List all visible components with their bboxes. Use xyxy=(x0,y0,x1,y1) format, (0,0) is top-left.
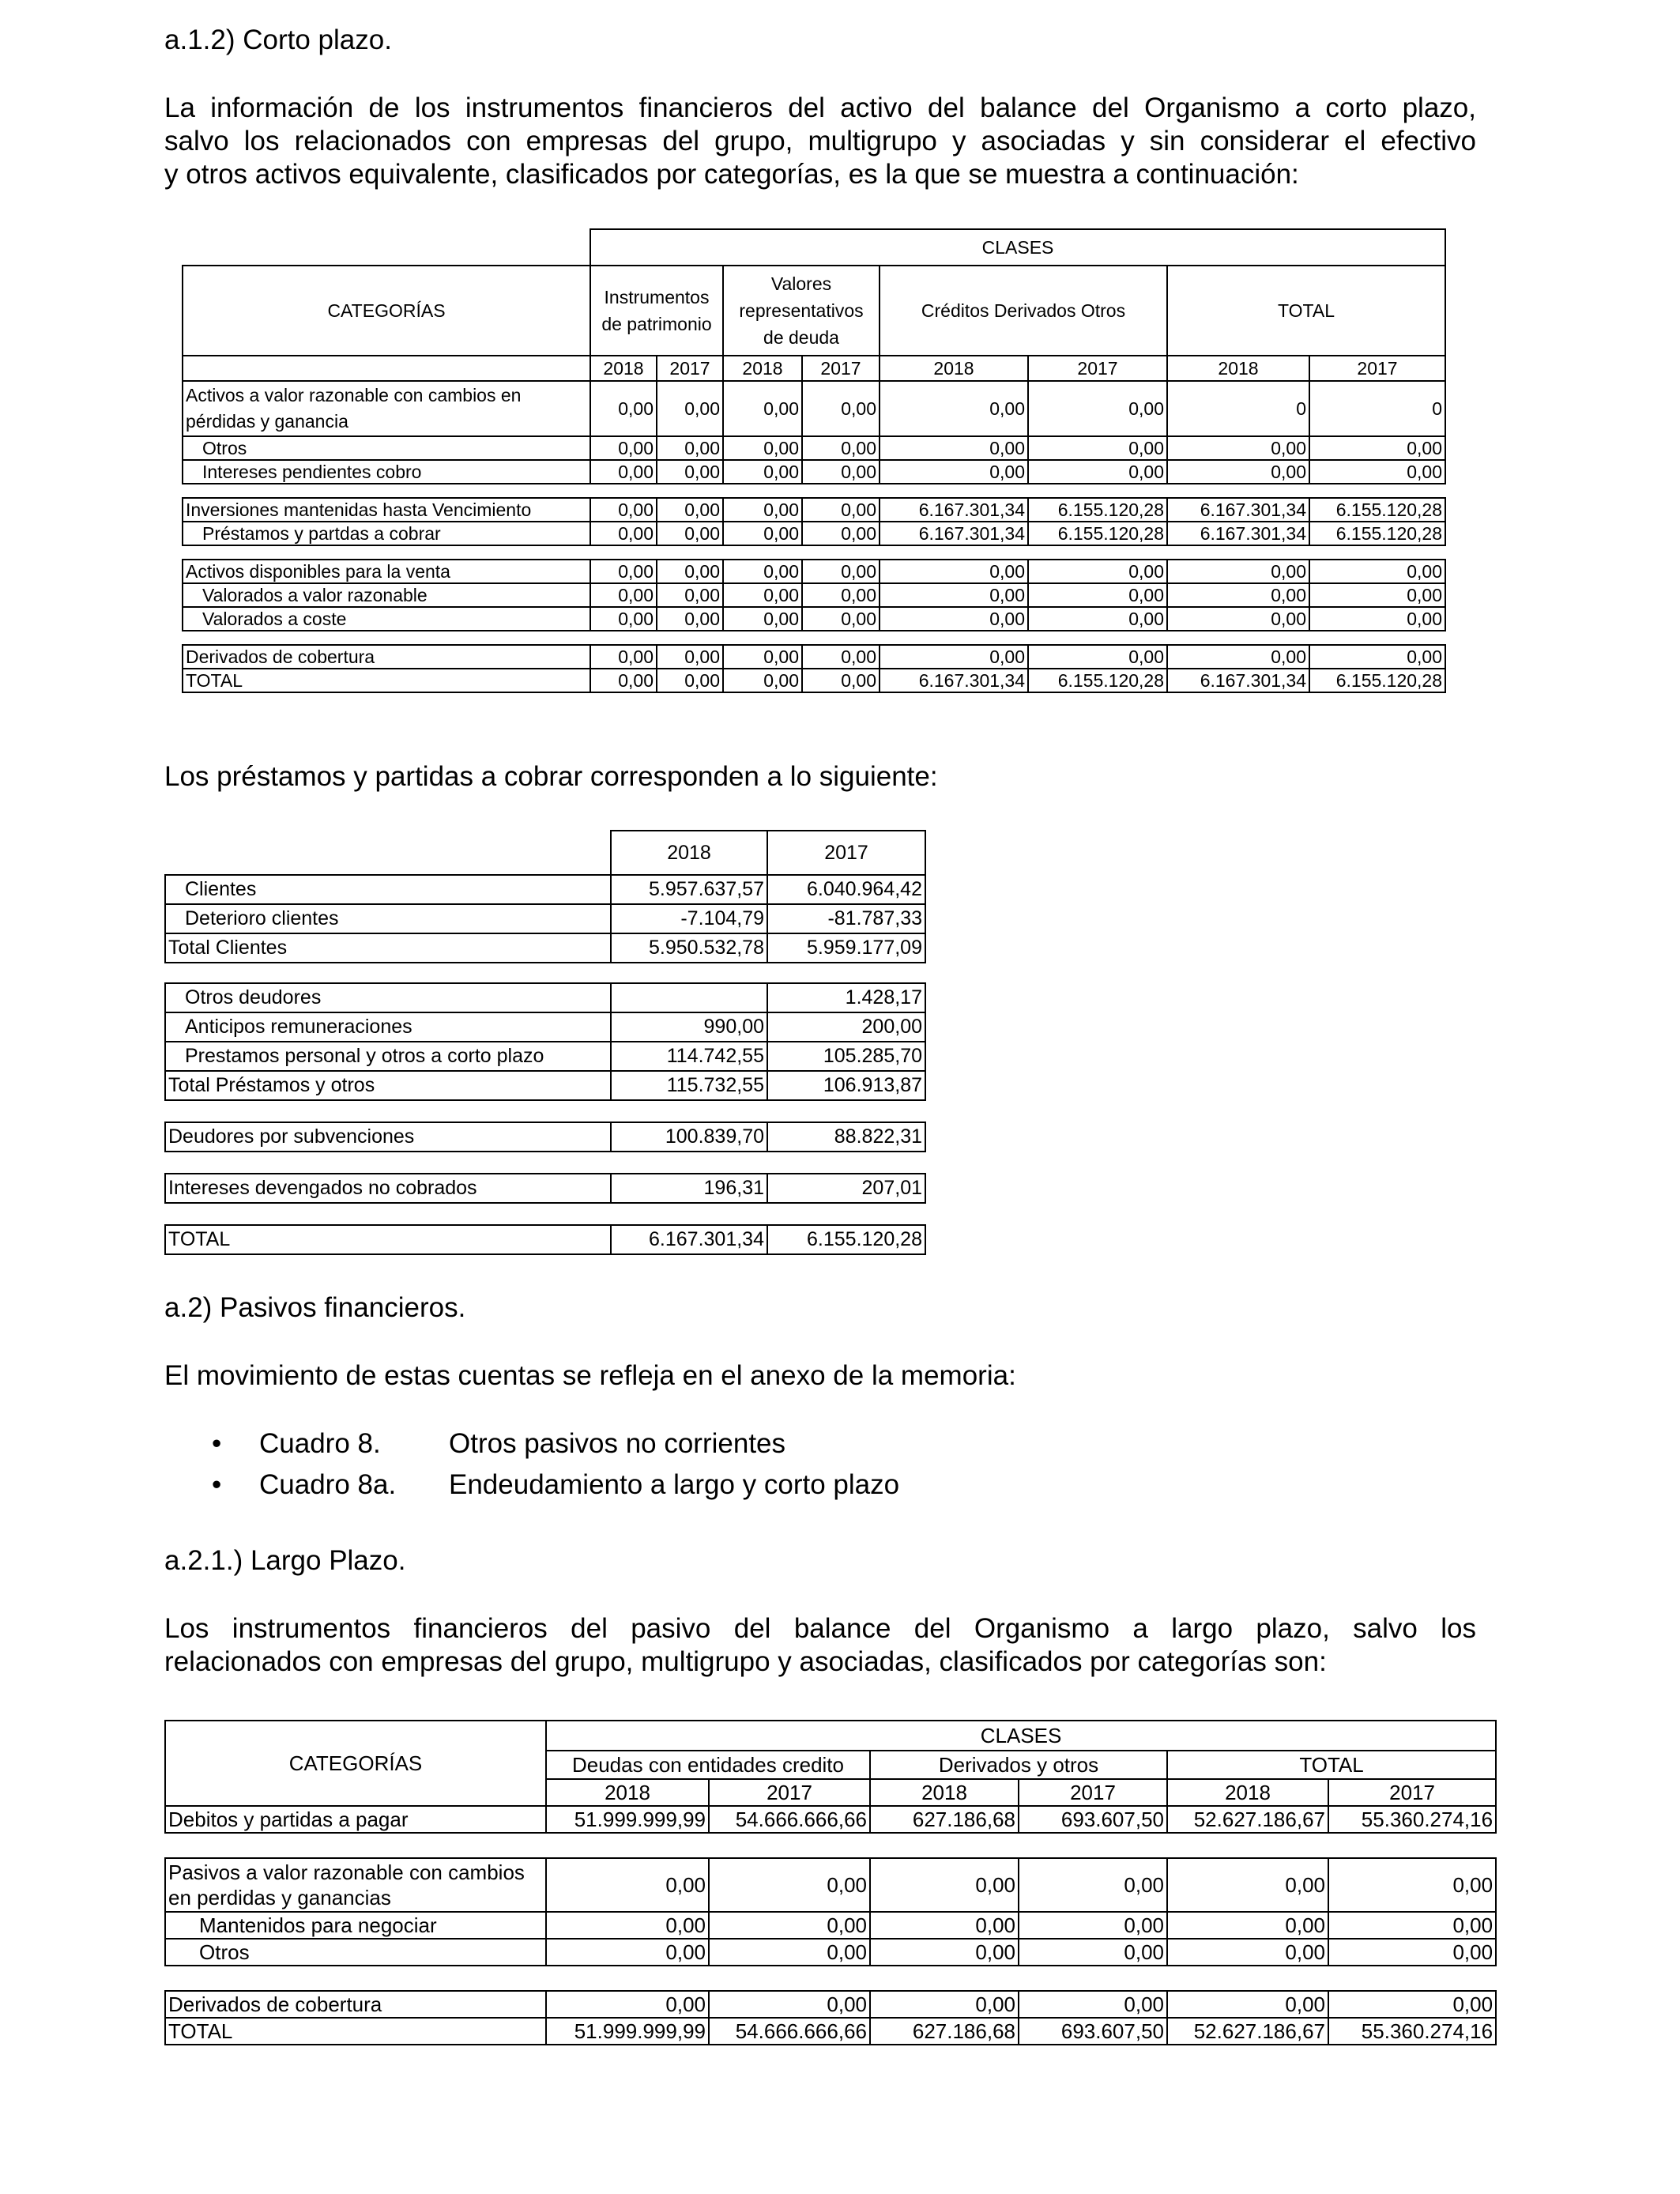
row-label: Activos disponibles para la venta xyxy=(183,560,590,583)
heading-a12: a.1.2) Corto plazo. xyxy=(164,25,392,55)
value-cell: 0,00 xyxy=(590,560,657,583)
table-row xyxy=(165,933,925,963)
value-cell: 100.839,70 xyxy=(611,1122,767,1152)
value-cell: 0,00 xyxy=(1028,607,1167,631)
year-cell: 2018 xyxy=(870,1779,1019,1806)
value-cell: 0,00 xyxy=(709,1858,870,1912)
paragraph-movimiento: El movimiento de estas cuentas se refleja en el anexo de la memoria: xyxy=(164,1360,1016,1391)
value-cell: 114.742,55 xyxy=(611,1042,767,1071)
value-cell: 0,00 xyxy=(802,381,880,436)
row-label: Préstamos y partdas a cobrar xyxy=(183,522,590,545)
value-cell: 0,00 xyxy=(1167,583,1309,607)
value-cell: 0,00 xyxy=(802,583,880,607)
value-cell: 990,00 xyxy=(611,1012,767,1042)
value-cell: 0,00 xyxy=(1028,583,1167,607)
value-cell: 55.360.274,16 xyxy=(1328,2018,1496,2045)
value-cell: 0,00 xyxy=(657,522,723,545)
table-row xyxy=(183,498,1445,522)
value-cell: 0,00 xyxy=(657,436,723,460)
bullet-label: Cuadro 8. xyxy=(259,1428,381,1459)
value-cell: 0,00 xyxy=(709,1912,870,1939)
table-row xyxy=(165,904,925,933)
table-row xyxy=(165,1858,1496,1912)
value-cell: 6.155.120,28 xyxy=(1309,498,1445,522)
value-cell: 0,00 xyxy=(546,1912,709,1939)
value-cell: 6.167.301,34 xyxy=(880,669,1028,692)
bullet-item xyxy=(212,1468,899,1502)
col-header-total: TOTAL xyxy=(1167,266,1445,356)
row-label: Derivados de cobertura xyxy=(165,1991,546,2018)
year-cell: 2018 xyxy=(723,356,802,381)
value-cell: 693.607,50 xyxy=(1019,1806,1167,1833)
row-label: TOTAL xyxy=(165,2018,546,2045)
value-cell: 0,00 xyxy=(1309,607,1445,631)
value-cell: 0,00 xyxy=(590,498,657,522)
bullet-item xyxy=(212,1427,785,1461)
table-row xyxy=(165,1912,1496,1939)
value-cell: 0,00 xyxy=(1019,1991,1167,2018)
year-cell: 2018 xyxy=(1167,356,1309,381)
year-cell: 2018 xyxy=(546,1779,709,1806)
value-cell: 54.666.666,66 xyxy=(709,1806,870,1833)
value-cell: -7.104,79 xyxy=(611,904,767,933)
value-cell: 627.186,68 xyxy=(870,2018,1019,2045)
value-cell: 0,00 xyxy=(723,460,802,484)
table-row xyxy=(165,1174,925,1203)
value-cell: 0,00 xyxy=(870,1912,1019,1939)
row-label: Debitos y partidas a pagar xyxy=(165,1806,546,1833)
col-header-derivados: Derivados y otros xyxy=(870,1751,1167,1779)
value-cell: 693.607,50 xyxy=(1019,2018,1167,2045)
value-cell: 0,00 xyxy=(1019,1912,1167,1939)
value-cell: 0,00 xyxy=(1167,645,1309,669)
value-cell: 0,00 xyxy=(880,645,1028,669)
value-cell: 0,00 xyxy=(723,669,802,692)
value-cell: 0,00 xyxy=(1028,460,1167,484)
table-row-total xyxy=(183,669,1445,692)
col-header-total: TOTAL xyxy=(1167,1751,1496,1779)
table-row xyxy=(165,1806,1496,1833)
value-cell: 0,00 xyxy=(590,460,657,484)
value-cell: 0,00 xyxy=(723,436,802,460)
value-cell: 0,00 xyxy=(880,460,1028,484)
paragraph-line: relacionados con empresas del grupo, multigrupo y asociadas, clasificados por categorías son: xyxy=(164,1646,1327,1677)
row-label: Clientes xyxy=(165,875,611,904)
table-row xyxy=(183,645,1445,669)
table-row xyxy=(165,875,925,904)
row-label: Activos a valor razonable con cambios en pérdidas y ganancia xyxy=(183,381,590,436)
value-cell: 0,00 xyxy=(546,1939,709,1966)
value-cell: 6.155.120,28 xyxy=(1309,669,1445,692)
paragraph-a12 xyxy=(164,92,1476,191)
value-cell: 0 xyxy=(1167,381,1309,436)
value-cell: 0,00 xyxy=(657,560,723,583)
paragraph-line: Los instrumentos financieros del pasivo del balance del Organismo a largo plazo, salvo los xyxy=(164,1613,1476,1644)
row-label: TOTAL xyxy=(183,669,590,692)
value-cell: 0,00 xyxy=(1019,1858,1167,1912)
table-row xyxy=(165,1939,1496,1966)
value-cell: 106.913,87 xyxy=(767,1071,925,1100)
value-cell: 196,31 xyxy=(611,1174,767,1203)
col-header-valores: Valores representativos de deuda xyxy=(723,266,880,356)
table-row xyxy=(183,460,1445,484)
paragraph-a21 xyxy=(164,1612,1476,1679)
value-cell: 0,00 xyxy=(723,645,802,669)
value-cell: 0 xyxy=(1309,381,1445,436)
value-cell: 0,00 xyxy=(802,436,880,460)
value-cell: 0,00 xyxy=(1309,460,1445,484)
value-cell: 0,00 xyxy=(802,607,880,631)
year-cell: 2017 xyxy=(1019,1779,1167,1806)
value-cell: 5.957.637,57 xyxy=(611,875,767,904)
value-cell: 0,00 xyxy=(590,522,657,545)
value-cell: 0,00 xyxy=(1167,1858,1328,1912)
value-cell: 0,00 xyxy=(1328,1912,1496,1939)
value-cell: 6.167.301,34 xyxy=(1167,498,1309,522)
value-cell: 0,00 xyxy=(723,381,802,436)
paragraph-line: y otros activos equivalente, clasificados por categorías, es la que se muestra a continuación: xyxy=(164,159,1299,190)
value-cell: 52.627.186,67 xyxy=(1167,2018,1328,2045)
value-cell: 0,00 xyxy=(590,583,657,607)
value-cell: 51.999.999,99 xyxy=(546,2018,709,2045)
value-cell xyxy=(611,983,767,1012)
row-label: Deterioro clientes xyxy=(165,904,611,933)
table-row-total xyxy=(165,2018,1496,2045)
value-cell: 6.167.301,34 xyxy=(611,1225,767,1254)
value-cell: 0,00 xyxy=(723,607,802,631)
value-cell: 0,00 xyxy=(1167,607,1309,631)
value-cell: 0,00 xyxy=(1309,645,1445,669)
col-header-creditos: Créditos Derivados Otros xyxy=(880,266,1167,356)
value-cell: 0,00 xyxy=(657,583,723,607)
bullet-text: Otros pasivos no corrientes xyxy=(449,1428,786,1459)
value-cell: 0,00 xyxy=(1309,560,1445,583)
value-cell: 0,00 xyxy=(546,1858,709,1912)
row-label: Inversiones mantenidas hasta Vencimiento xyxy=(183,498,590,522)
value-cell: 0,00 xyxy=(723,498,802,522)
year-cell: 2017 xyxy=(709,1779,870,1806)
value-cell: 0,00 xyxy=(802,560,880,583)
table-row xyxy=(165,1012,925,1042)
heading-a21: a.2.1.) Largo Plazo. xyxy=(164,1545,406,1576)
value-cell: 207,01 xyxy=(767,1174,925,1203)
value-cell: 5.959.177,09 xyxy=(767,933,925,963)
year-cell: 2017 xyxy=(1309,356,1445,381)
value-cell: 0,00 xyxy=(802,460,880,484)
value-cell: 105.285,70 xyxy=(767,1042,925,1071)
year-cell: 2017 xyxy=(802,356,880,381)
value-cell: 0,00 xyxy=(1167,1939,1328,1966)
table-row xyxy=(183,560,1445,583)
row-label: Mantenidos para negociar xyxy=(165,1912,546,1939)
table-prestamos-partidas xyxy=(164,830,926,1255)
categorias-header: CATEGORÍAS xyxy=(165,1721,546,1806)
value-cell: 0,00 xyxy=(723,583,802,607)
value-cell: 0,00 xyxy=(709,1939,870,1966)
table-pasivos-largo-plazo xyxy=(164,1720,1497,2045)
value-cell: 0,00 xyxy=(546,1991,709,2018)
value-cell: 0,00 xyxy=(709,1991,870,2018)
table-row xyxy=(183,607,1445,631)
paragraph-prestamos: Los préstamos y partidas a cobrar corresponden a lo siguiente: xyxy=(164,761,938,792)
value-cell: 0,00 xyxy=(802,522,880,545)
col-header-deudas: Deudas con entidades credito xyxy=(546,1751,870,1779)
year-cell: 2018 xyxy=(880,356,1028,381)
value-cell: 88.822,31 xyxy=(767,1122,925,1152)
clases-header: CLASES xyxy=(546,1721,1496,1751)
value-cell: 52.627.186,67 xyxy=(1167,1806,1328,1833)
year-cell: 2017 xyxy=(1028,356,1167,381)
value-cell: 0,00 xyxy=(1028,560,1167,583)
row-label: Pasivos a valor razonable con cambios en perdidas y ganancias xyxy=(165,1858,546,1912)
table-activos-corto-plazo xyxy=(182,228,1446,693)
table-row xyxy=(165,1991,1496,2018)
value-cell: 55.360.274,16 xyxy=(1328,1806,1496,1833)
clases-header: CLASES xyxy=(590,229,1445,266)
value-cell: 0,00 xyxy=(657,498,723,522)
categorias-header: CATEGORÍAS xyxy=(183,266,590,356)
value-cell: 0,00 xyxy=(1019,1939,1167,1966)
value-cell: 6.155.120,28 xyxy=(1028,522,1167,545)
paragraph-line: La información de los instrumentos financieros del activo del balance del Organismo a corto plazo, xyxy=(164,92,1476,123)
row-label: Deudores por subvenciones xyxy=(165,1122,611,1152)
row-label: Valorados a coste xyxy=(183,607,590,631)
value-cell: 0,00 xyxy=(802,498,880,522)
value-cell: 0,00 xyxy=(1328,1939,1496,1966)
value-cell: 6.167.301,34 xyxy=(1167,669,1309,692)
value-cell: 0,00 xyxy=(1167,436,1309,460)
value-cell: 0,00 xyxy=(590,645,657,669)
value-cell: 6.155.120,28 xyxy=(767,1225,925,1254)
value-cell: 0,00 xyxy=(870,1991,1019,2018)
value-cell: 0,00 xyxy=(1167,1991,1328,2018)
value-cell: 6.167.301,34 xyxy=(880,498,1028,522)
value-cell: 0,00 xyxy=(880,436,1028,460)
value-cell: 1.428,17 xyxy=(767,983,925,1012)
value-cell: 0,00 xyxy=(657,669,723,692)
row-label: Derivados de cobertura xyxy=(183,645,590,669)
value-cell: 6.155.120,28 xyxy=(1309,522,1445,545)
bullet-mark: • xyxy=(212,1469,222,1500)
value-cell: 0,00 xyxy=(657,645,723,669)
table-row-total xyxy=(165,1225,925,1254)
bullet-label: Cuadro 8a. xyxy=(259,1469,397,1500)
value-cell: 0,00 xyxy=(1328,1858,1496,1912)
value-cell: 0,00 xyxy=(1028,436,1167,460)
value-cell: 0,00 xyxy=(590,436,657,460)
row-label: Otros deudores xyxy=(165,983,611,1012)
value-cell: 0,00 xyxy=(802,645,880,669)
table-row xyxy=(183,436,1445,460)
row-label: Anticipos remuneraciones xyxy=(165,1012,611,1042)
row-label: Prestamos personal y otros a corto plazo xyxy=(165,1042,611,1071)
value-cell: 5.950.532,78 xyxy=(611,933,767,963)
value-cell: 6.040.964,42 xyxy=(767,875,925,904)
value-cell: 0,00 xyxy=(1309,583,1445,607)
value-cell: 0,00 xyxy=(657,381,723,436)
value-cell: 115.732,55 xyxy=(611,1071,767,1100)
value-cell: 0,00 xyxy=(870,1939,1019,1966)
table-row xyxy=(183,583,1445,607)
value-cell: 200,00 xyxy=(767,1012,925,1042)
value-cell: 627.186,68 xyxy=(870,1806,1019,1833)
table-row xyxy=(183,381,1445,436)
year-cell: 2018 xyxy=(1167,1779,1328,1806)
value-cell: 0,00 xyxy=(1167,560,1309,583)
row-label: Valorados a valor razonable xyxy=(183,583,590,607)
year-cell: 2018 xyxy=(590,356,657,381)
value-cell: 0,00 xyxy=(590,381,657,436)
value-cell: 0,00 xyxy=(802,669,880,692)
value-cell: 0,00 xyxy=(1028,645,1167,669)
value-cell: 54.666.666,66 xyxy=(709,2018,870,2045)
row-label: Total Préstamos y otros xyxy=(165,1071,611,1100)
value-cell: 6.155.120,28 xyxy=(1028,669,1167,692)
paragraph-line: salvo los relacionados con empresas del grupo, multigrupo y asociadas y sin considerar el efectivo xyxy=(164,126,1476,156)
value-cell: 0,00 xyxy=(1309,436,1445,460)
bullet-mark: • xyxy=(212,1428,222,1459)
value-cell: 0,00 xyxy=(1028,381,1167,436)
table-row xyxy=(165,1042,925,1071)
value-cell: 0,00 xyxy=(723,560,802,583)
year-header: 2017 xyxy=(767,831,925,875)
year-cell: 2017 xyxy=(657,356,723,381)
year-header: 2018 xyxy=(611,831,767,875)
row-label: TOTAL xyxy=(165,1225,611,1254)
table-row xyxy=(165,1071,925,1100)
row-label: Total Clientes xyxy=(165,933,611,963)
value-cell: 6.167.301,34 xyxy=(1167,522,1309,545)
year-cell: 2017 xyxy=(1328,1779,1496,1806)
value-cell: 0,00 xyxy=(880,381,1028,436)
value-cell: 0,00 xyxy=(657,460,723,484)
value-cell: 6.155.120,28 xyxy=(1028,498,1167,522)
value-cell: -81.787,33 xyxy=(767,904,925,933)
value-cell: 0,00 xyxy=(880,583,1028,607)
value-cell: 0,00 xyxy=(590,669,657,692)
table-row xyxy=(165,983,925,1012)
heading-a2: a.2) Pasivos financieros. xyxy=(164,1292,466,1323)
value-cell: 0,00 xyxy=(880,607,1028,631)
row-label: Otros xyxy=(165,1939,546,1966)
table-row xyxy=(165,1122,925,1152)
table-row xyxy=(183,522,1445,545)
row-label: Intereses pendientes cobro xyxy=(183,460,590,484)
value-cell: 0,00 xyxy=(870,1858,1019,1912)
value-cell: 0,00 xyxy=(880,560,1028,583)
col-header-instrumentos: Instrumentos de patrimonio xyxy=(590,266,723,356)
bullet-text: Endeudamiento a largo y corto plazo xyxy=(449,1469,900,1500)
value-cell: 0,00 xyxy=(657,607,723,631)
value-cell: 0,00 xyxy=(1328,1991,1496,2018)
value-cell: 0,00 xyxy=(1167,460,1309,484)
value-cell: 0,00 xyxy=(590,607,657,631)
row-label: Intereses devengados no cobrados xyxy=(165,1174,611,1203)
value-cell: 0,00 xyxy=(1167,1912,1328,1939)
value-cell: 6.167.301,34 xyxy=(880,522,1028,545)
value-cell: 0,00 xyxy=(723,522,802,545)
row-label: Otros xyxy=(183,436,590,460)
value-cell: 51.999.999,99 xyxy=(546,1806,709,1833)
